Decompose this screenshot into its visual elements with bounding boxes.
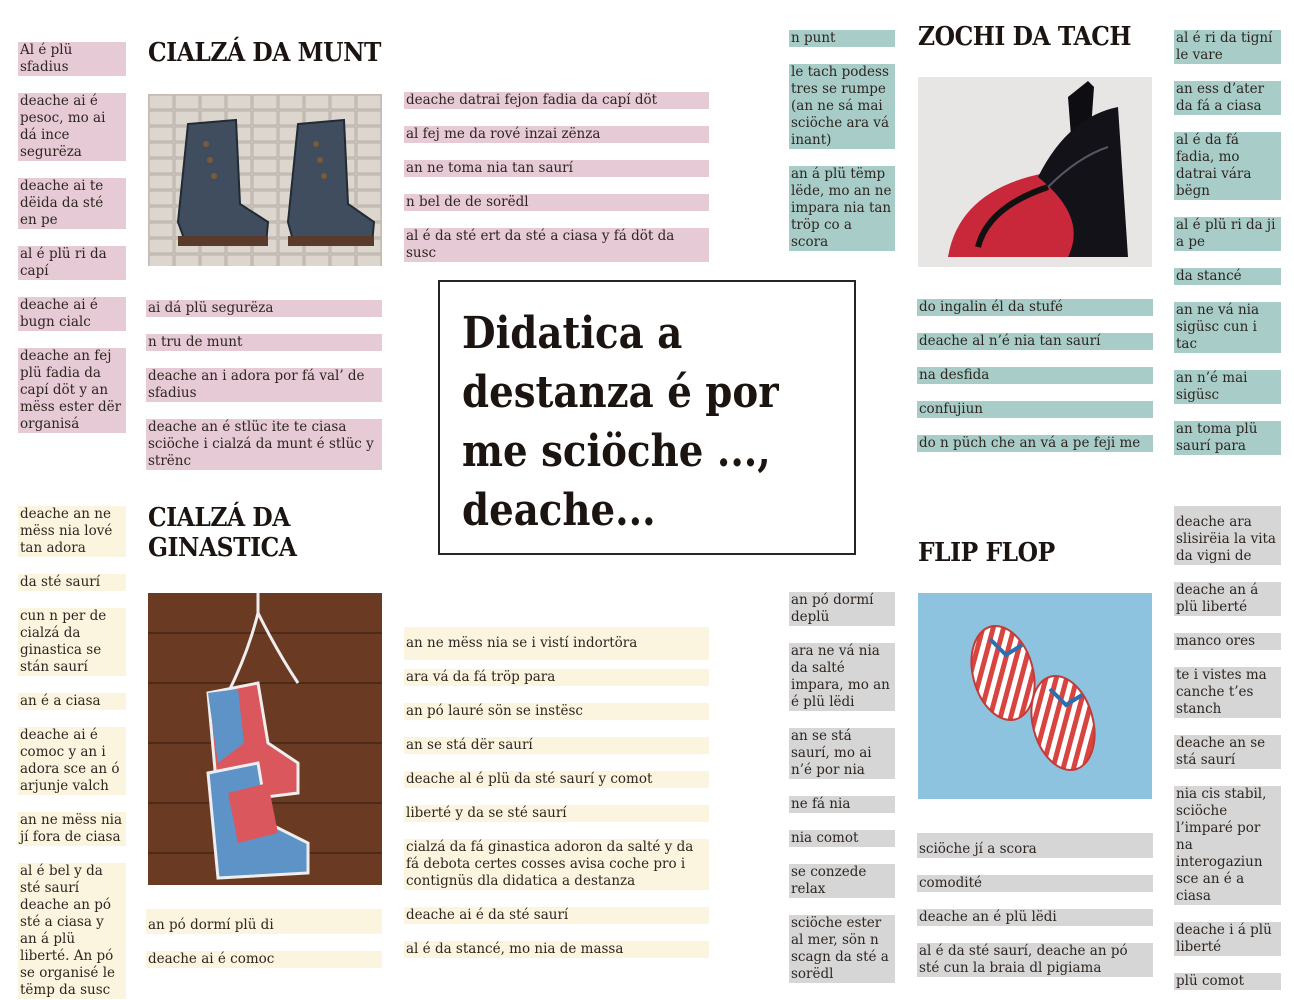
list-item: se conzede relax — [789, 864, 895, 898]
ginastica-left-list — [18, 506, 126, 999]
list-item: deache an fej plü fadia da capí döt y an mëss ester dër organisá — [18, 348, 126, 433]
list-item: Al é plü sfadius — [18, 42, 126, 76]
tach-left-list — [789, 30, 895, 251]
list-item: le tach podess tres se rumpe (an ne sá mai sciöche ara vá inant) — [789, 64, 895, 149]
tach-right-list — [1174, 30, 1281, 455]
list-item: al fej me da rové inzai zënza — [404, 126, 709, 143]
list-item: deache datrai fejon fadia da capí döt — [404, 92, 709, 109]
list-item: do ingalin él da stufé — [917, 299, 1153, 316]
flip-flops-image — [918, 593, 1152, 799]
list-item: deache al n’é nia tan saurí — [917, 333, 1153, 350]
section-title-flip: FLIP FLOP — [918, 538, 1055, 568]
list-item: an ne mëss nia se i vistí indortöra — [404, 627, 709, 660]
hiking-boots-image — [148, 94, 382, 266]
list-item: an ess d’ater da fá a ciasa — [1174, 81, 1281, 115]
center-heading — [462, 304, 796, 540]
list-item: nia cis stabil, sciöche l’imparé por na interogaziun sce an é a ciasa — [1174, 786, 1281, 905]
list-item: an é a ciasa — [18, 693, 126, 710]
list-item: na desfida — [917, 367, 1153, 384]
list-item: cialzá da fá ginastica adoron da salté y da fá debota certes cosses avisa coche pro i contignüs dla didatica a destanza — [404, 839, 709, 890]
list-item: ai dá plü segurëza — [146, 300, 382, 317]
list-item: deache ai te dëida da sté en pe — [18, 178, 126, 229]
list-item: an se stá dër saurí — [404, 737, 709, 754]
list-item: al é da stancé, mo nia de massa — [404, 941, 709, 958]
list-item: n punt — [789, 30, 895, 47]
list-item: an á plü tëmp lëde, mo an ne impara nia tan tröp co a scora — [789, 166, 895, 251]
ginastica-under-list — [146, 909, 382, 968]
list-item: liberté y da se sté saurí — [404, 805, 709, 822]
list-item: al é plü ri da capí — [18, 246, 126, 280]
list-item: an pó dormí deplü — [789, 592, 895, 626]
section-title-ginastica: CIALZÁ DA GINASTICA — [148, 503, 297, 563]
list-item: te i vistes ma canche t’es stanch — [1174, 667, 1281, 718]
section-title-tach: ZOCHI DA TACH — [918, 22, 1132, 52]
list-item: an toma plü saurí para — [1174, 421, 1281, 455]
list-item: deache an é plü lëdi — [917, 909, 1153, 926]
list-item: deache an á plü liberté — [1174, 582, 1281, 616]
center-heading-line: deache... — [462, 485, 656, 536]
list-item: plü comot — [1174, 973, 1281, 990]
list-item: deache ai é comoc y an i adora sce an ó arjunje valch — [18, 727, 126, 795]
list-item: deache an se stá saurí — [1174, 735, 1281, 769]
list-item: al é bel y da sté saurí deache an pó sté a ciasa y an á plü liberté. An pó se organisé le tëmp da susc — [18, 863, 126, 999]
list-item: sciöche jí a scora — [917, 833, 1153, 858]
list-item: deache al é plü da sté saurí y comot — [404, 771, 709, 788]
munt-under-list — [146, 300, 382, 470]
list-item: deache an i adora por fá val’ de sfadius — [146, 368, 382, 402]
list-item: al é da sté ert da sté a ciasa y fá döt da susc — [404, 228, 709, 262]
list-item: deache an ne mëss nia lové tan adora — [18, 506, 126, 557]
list-item: al é da fá fadia, mo datrai vára bëgn — [1174, 132, 1281, 200]
list-item: al é plü ri da ji a pe — [1174, 217, 1281, 251]
list-item: an n’é mai sigüsc — [1174, 370, 1281, 404]
list-item: deache ai é pesoc, mo ai dá ince segurëza — [18, 93, 126, 161]
list-item: an pó dormí plü di — [146, 909, 382, 934]
center-heading-line: Didatica a — [462, 308, 683, 359]
list-item: deache ai é comoc — [146, 951, 382, 968]
list-item: deache ai é bugn cialc — [18, 297, 126, 331]
center-heading-box — [438, 280, 856, 555]
list-item: deache ai é da sté saurí — [404, 907, 709, 924]
list-item: ne fá nia — [789, 796, 895, 813]
list-item: deache i á plü liberté — [1174, 922, 1281, 956]
list-item: an ne mëss nia jí fora de ciasa — [18, 812, 126, 846]
list-item: an ne toma nia tan saurí — [404, 160, 709, 177]
list-item: ara vá da fá tröp para — [404, 669, 709, 686]
list-item: da stancé — [1174, 268, 1281, 285]
ginastica-right-list — [404, 627, 709, 958]
list-item: sciöche ester al mer, sön n scagn da sté a sorëdl — [789, 915, 895, 983]
list-item: an ne vá nia sigüsc cun i tac — [1174, 302, 1281, 353]
munt-right-list — [404, 92, 709, 262]
list-item: cun n per de cialzá da ginastica se stán saurí — [18, 608, 126, 676]
center-heading-line: me sciöche ..., — [462, 426, 771, 477]
list-item: ara ne vá nia da salté impara, mo an é plü lëdi — [789, 643, 895, 711]
list-item: n tru de munt — [146, 334, 382, 351]
center-heading-line: destanza é por — [462, 367, 779, 418]
sneakers-image — [148, 593, 382, 885]
list-item: al é ri da tigní le vare — [1174, 30, 1281, 64]
section-title-munt: CIALZÁ DA MUNT — [148, 38, 381, 68]
list-item: n bel de de sorëdl — [404, 194, 709, 211]
list-item: confujiun — [917, 401, 1153, 418]
list-item: an pó lauré sön se instësc — [404, 703, 709, 720]
list-item: an se stá saurí, mo ai n’é por nia — [789, 728, 895, 779]
list-item: deache ara slisirëia la vita da vigni de — [1174, 506, 1281, 565]
list-item: da sté saurí — [18, 574, 126, 591]
flip-right-list — [1174, 506, 1281, 990]
flip-left-list — [789, 592, 895, 983]
list-item: deache an é stlüc ite te ciasa sciöche i cialzá da munt é stlüc y strënc — [146, 419, 382, 470]
list-item: al é da sté saurí, deache an pó sté cun la braia dl pigiama — [917, 943, 1153, 977]
tach-under-list — [917, 299, 1153, 452]
munt-left-list — [18, 42, 126, 433]
list-item: manco ores — [1174, 633, 1281, 650]
list-item: comodité — [917, 875, 1153, 892]
high-heels-image — [918, 77, 1152, 267]
flip-under-list — [917, 833, 1153, 977]
list-item: do n püch che an vá a pe feji me — [917, 435, 1153, 452]
list-item: nia comot — [789, 830, 895, 847]
